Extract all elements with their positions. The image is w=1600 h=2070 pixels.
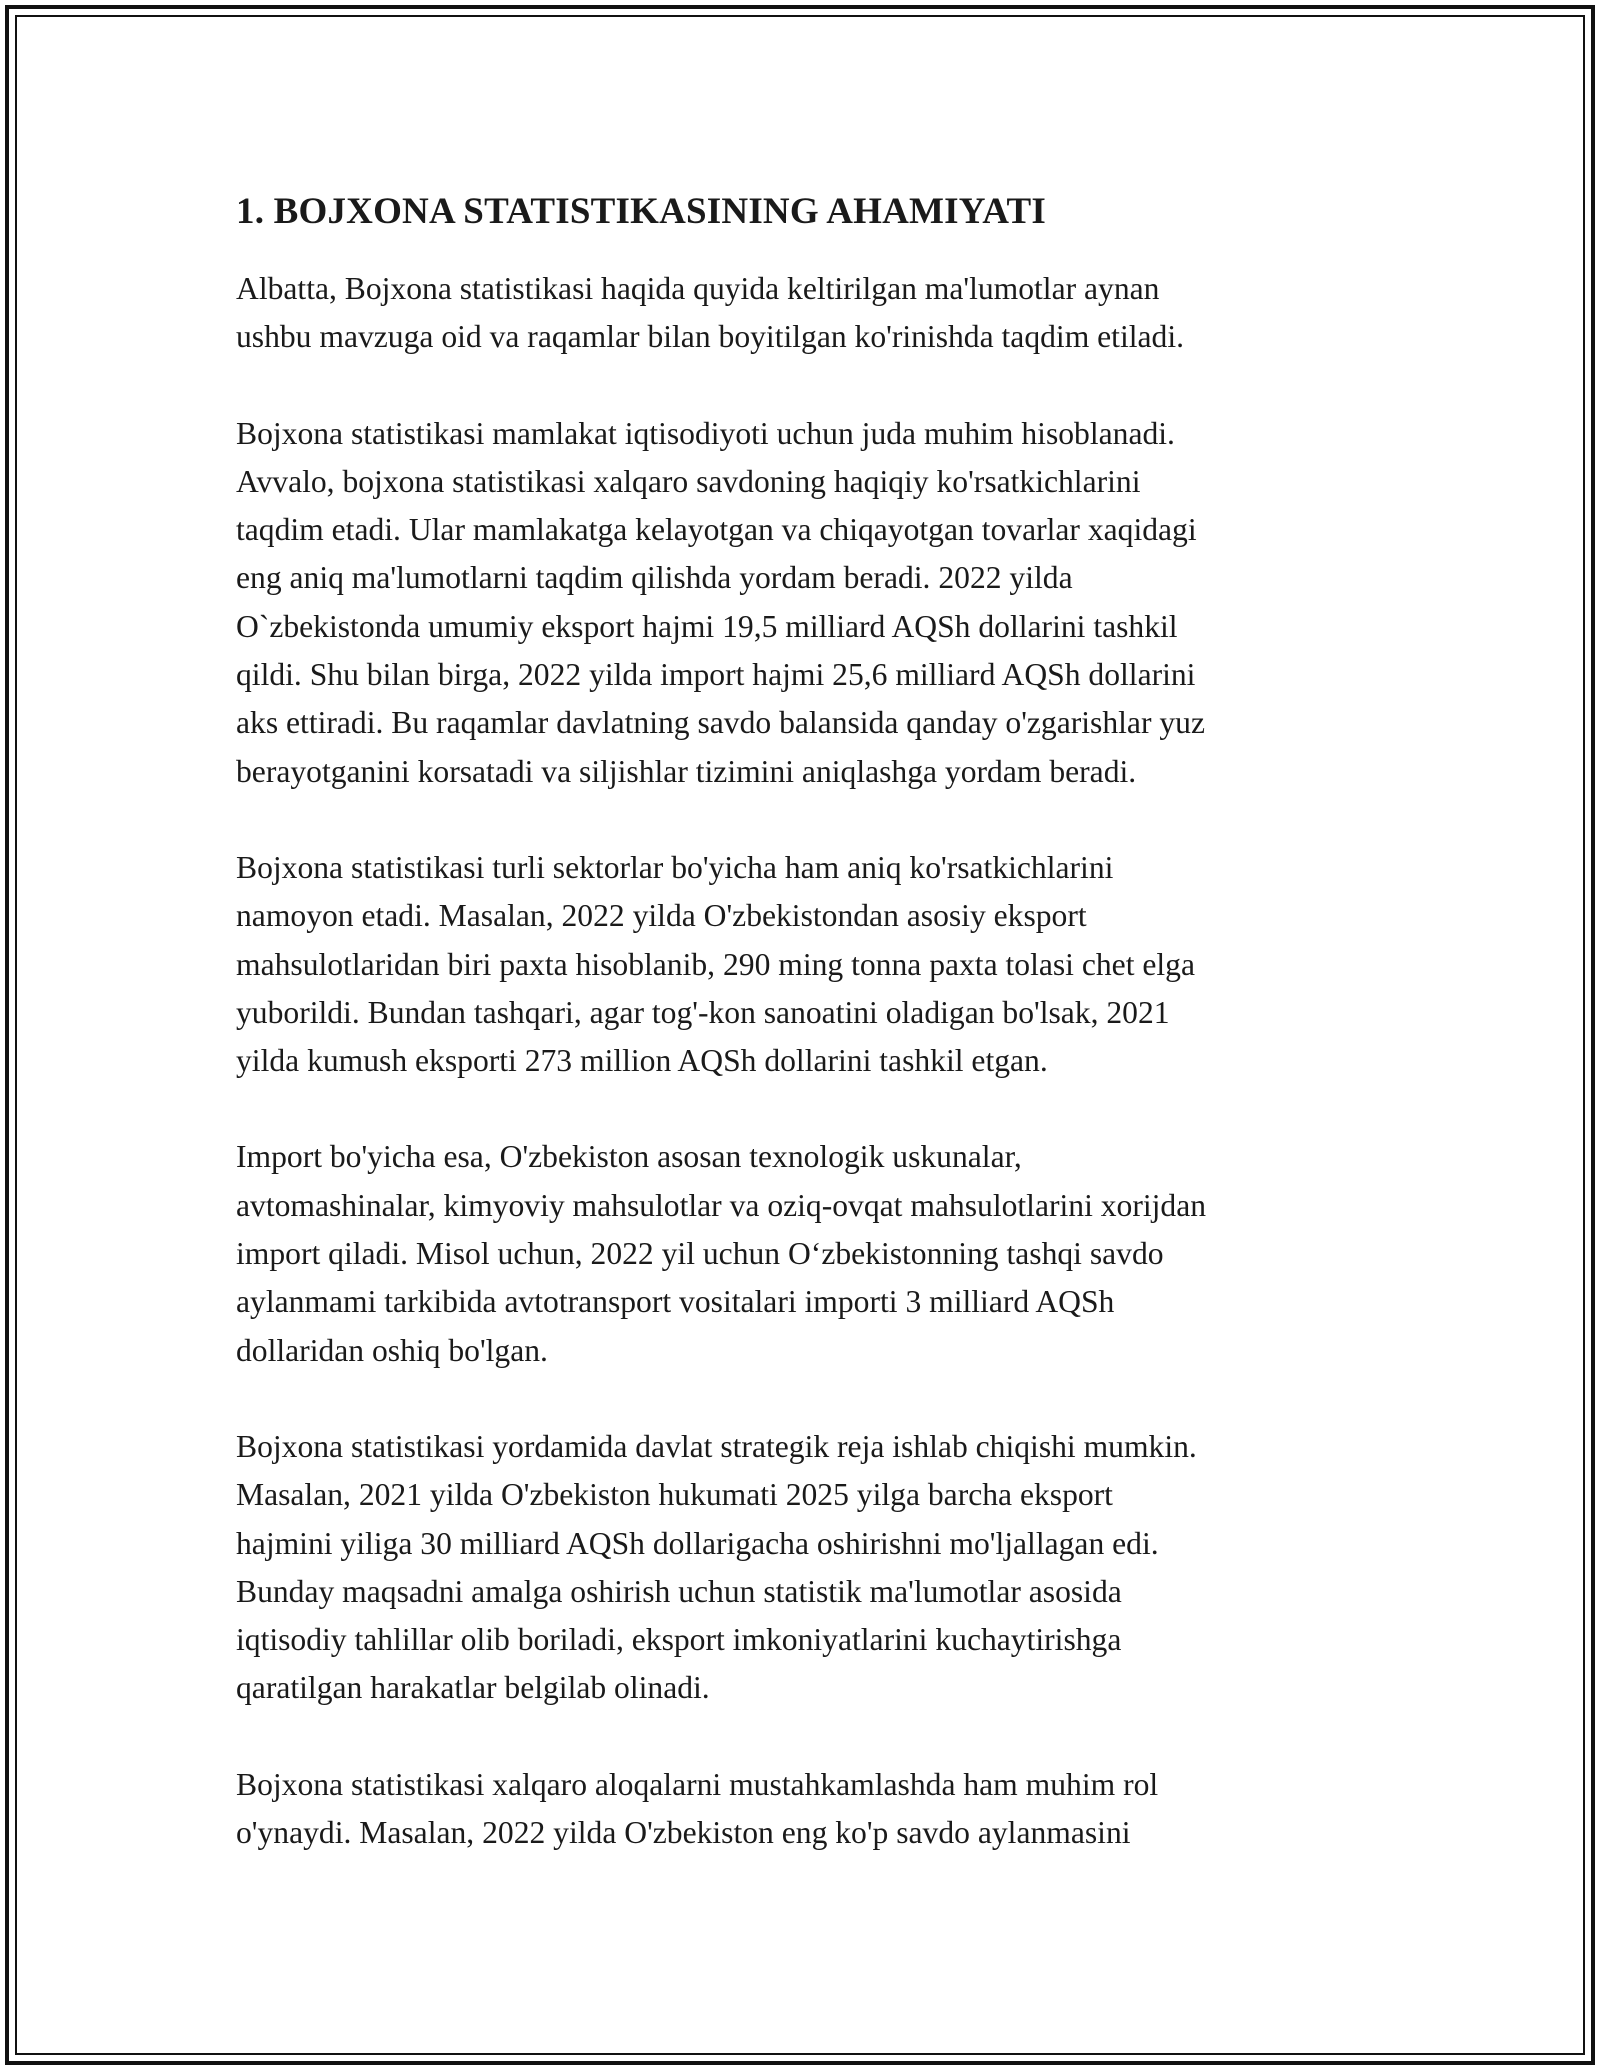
text-line: hajmini yiliga 30 milliard AQSh dollarigacha oshirishni mo'ljallagan edi.	[236, 1525, 1159, 1561]
text-line: yilda kumush eksporti 273 million AQSh dollarini tashkil etgan.	[236, 1043, 1048, 1079]
text-line: Avvalo, bojxona statistikasi xalqaro savdoning haqiqiy ko'rsatkichlarini	[236, 463, 1141, 499]
text-line: Bojxona statistikasi xalqaro aloqalarni mustahkamlashda ham muhim rol	[236, 1766, 1159, 1802]
section-heading: 1. BOJXONA STATISTIKASINING AHAMIYATI	[236, 191, 1046, 232]
paragraph-sectors	[236, 844, 1396, 1085]
text-line: namoyon etadi. Masalan, 2022 yilda O'zbekistondan asosiy eksport	[236, 898, 1087, 934]
paragraph-trade-volume	[236, 410, 1396, 796]
text-line: Bojxona statistikasi yordamida davlat strategik reja ishlab chiqishi mumkin.	[236, 1428, 1197, 1464]
text-line: avtomashinalar, kimyoviy mahsulotlar va oziq-ovqat mahsulotlarini xorijdan	[236, 1187, 1207, 1223]
text-line: Masalan, 2021 yilda O'zbekiston hukumati 2025 yilga barcha eksport	[236, 1477, 1113, 1513]
text-line: qildi. Shu bilan birga, 2022 yilda import hajmi 25,6 milliard AQSh dollarini	[236, 657, 1196, 693]
document-body	[236, 188, 1396, 1905]
text-line: yuborildi. Bundan tashqari, agar tog'-kon sanoatini oladigan bo'lsak, 2021	[236, 994, 1170, 1030]
text-line: Import bo'yicha esa, O'zbekiston asosan texnologik uskunalar,	[236, 1139, 1022, 1175]
text-line: ushbu mavzuga oid va raqamlar bilan boyitilgan ko'rinishda taqdim etiladi.	[236, 319, 1185, 355]
text-line: O`zbekistonda umumiy eksport hajmi 19,5 milliard AQSh dollarini tashkil	[236, 608, 1178, 644]
text-line: aylanmami tarkibida avtotransport vositalari importi 3 milliard AQSh	[236, 1284, 1115, 1320]
text-line: dollaridan oshiq bo'lgan.	[236, 1332, 548, 1368]
paragraph-strategy	[236, 1423, 1396, 1713]
text-line: berayotganini korsatadi va siljishlar tizimini aniqlashga yordam beradi.	[236, 753, 1137, 789]
text-line: Bunday maqsadni amalga oshirish uchun statistik ma'lumotlar asosida	[236, 1573, 1122, 1609]
text-line: taqdim etadi. Ular mamlakatga kelayotgan va chiqayotgan tovarlar xaqidagi	[236, 512, 1197, 548]
text-line: import qiladi. Misol uchun, 2022 yil uchun O‘zbekistonning tashqi savdo	[236, 1236, 1164, 1272]
text-line: iqtisodiy tahlillar olib boriladi, eksport imkoniyatlarini kuchaytirishga	[236, 1622, 1122, 1658]
paragraph-international	[236, 1761, 1396, 1858]
text-line: Albatta, Bojxona statistikasi haqida quyida keltirilgan ma'lumotlar aynan	[236, 271, 1160, 306]
text-line: Bojxona statistikasi turli sektorlar bo'yicha ham aniq ko'rsatkichlarini	[236, 849, 1114, 885]
paragraph-imports	[236, 1133, 1396, 1374]
paragraph-intro	[236, 265, 1396, 362]
text-line: Bojxona statistikasi mamlakat iqtisodiyoti uchun juda muhim hisoblanadi.	[236, 415, 1175, 451]
text-line: aks ettiradi. Bu raqamlar davlatning savdo balansida qanday o'zgarishlar yuz	[236, 705, 1205, 741]
text-line: o'ynaydi. Masalan, 2022 yilda O'zbekiston eng ko'p savdo aylanmasini	[236, 1815, 1131, 1851]
text-line: eng aniq ma'lumotlarni taqdim qilishda yordam beradi. 2022 yilda	[236, 560, 1073, 596]
text-line: qaratilgan harakatlar belgilab olinadi.	[236, 1670, 710, 1706]
text-line: mahsulotlaridan biri paxta hisoblanib, 290 ming tonna paxta tolasi chet elga	[236, 946, 1195, 982]
